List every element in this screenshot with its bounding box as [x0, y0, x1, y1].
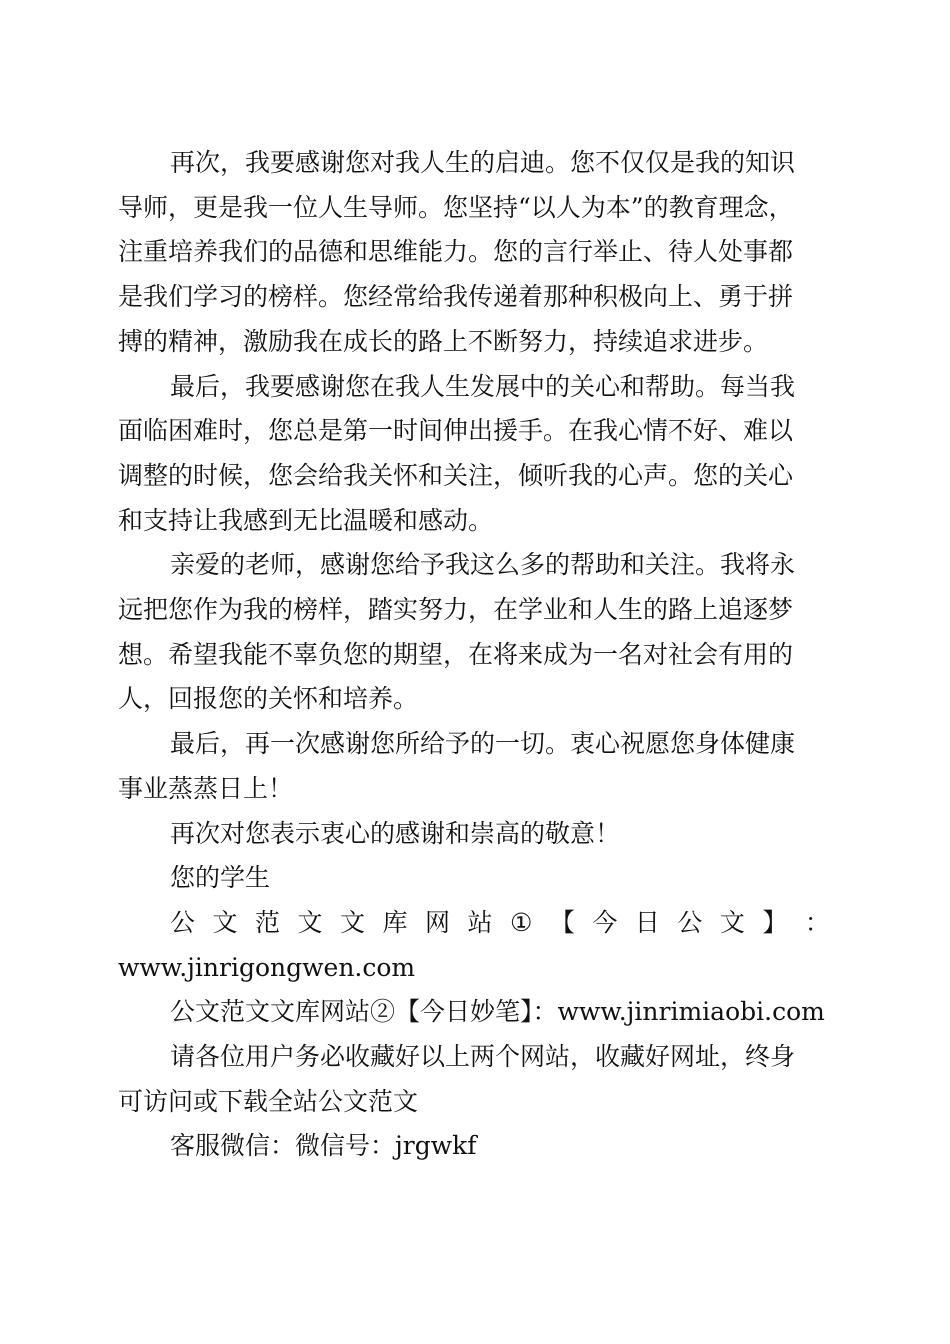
text-line: 面临困难时，您总是第一时间伸出援手。在我心情不好、难以 — [118, 416, 794, 446]
text-line: 调整的时候，您会给我关怀和关注，倾听我的心声。您的关心 — [118, 460, 794, 490]
spread-char: 【 — [549, 907, 575, 937]
closing-line: 再次对您表示衷心的感谢和崇高的敬意！ — [170, 818, 621, 848]
spread-char: 】 — [762, 907, 788, 937]
spread-char: 文 — [212, 907, 238, 937]
spread-char: 库 — [382, 907, 408, 937]
signature-line: 您的学生 — [170, 863, 271, 893]
paragraph — [118, 543, 830, 722]
text-line: 搏的精神，激励我在成长的路上不断努力，持续追求进步。 — [118, 326, 769, 356]
website-2-line[interactable]: 公文范文文库网站②【今日妙笔】：www.jinrimiaobi.com — [170, 997, 825, 1027]
spread-char: 文 — [340, 907, 366, 937]
spread-char: 公 — [170, 907, 196, 937]
spread-char: ① — [510, 907, 533, 937]
notice-line: 可访问或下载全站公文范文 — [118, 1086, 419, 1116]
paragraph — [118, 141, 830, 365]
text-line: 导师，更是我一位人生导师。您坚持“以人为本”的教育理念， — [118, 192, 794, 222]
spread-char: 文 — [719, 907, 745, 937]
text-line: 再次，我要感谢您对我人生的启迪。您不仅仅是我的知识 — [170, 148, 796, 177]
text-line: 和支持让我感到无比温暖和感动。 — [118, 505, 494, 535]
spread-char: 网 — [425, 907, 451, 937]
website-1-line — [118, 901, 830, 946]
text-line: 人，回报您的关怀和培养。 — [118, 684, 419, 714]
spread-char: 站 — [467, 907, 493, 937]
spread-char: ： — [804, 907, 830, 937]
spread-char: 公 — [677, 907, 703, 937]
text-line: 远把您作为我的榜样，踏实努力，在学业和人生的路上追逐梦 — [118, 595, 794, 625]
paragraph — [118, 365, 830, 544]
text-line: 最后，再一次感谢您所给予的一切。衷心祝愿您身体健康 — [170, 729, 796, 759]
text-line: 亲爱的老师，感谢您给予我这么多的帮助和关注。我将永 — [170, 550, 796, 580]
spread-char: 文 — [297, 907, 323, 937]
spread-char: 今 — [592, 907, 618, 937]
spread-char: 范 — [255, 907, 281, 937]
text-line: 注重培养我们的品德和思维能力。您的言行举止、待人处事都 — [118, 237, 794, 267]
text-line: 最后，我要感谢您在我人生发展中的关心和帮助。每当我 — [170, 371, 796, 401]
notice-line: 请各位用户务必收藏好以上两个网站，收藏好网址，终身 — [170, 1042, 796, 1072]
website-1-url[interactable]: www.jinrigongwen.com — [118, 952, 416, 982]
text-line: 想。希望我能不辜负您的期望，在将来成为一名对社会有用的 — [118, 639, 794, 669]
document-body — [118, 141, 830, 1169]
spread-char: 日 — [634, 907, 660, 937]
paragraph — [118, 722, 830, 811]
text-line: 事业蒸蒸日上！ — [118, 773, 294, 803]
text-line: 是我们学习的榜样。您经常给我传递着那种积极向上、勇于拼 — [118, 282, 794, 312]
customer-service-line: 客服微信：微信号：jrgwkf — [170, 1131, 477, 1161]
